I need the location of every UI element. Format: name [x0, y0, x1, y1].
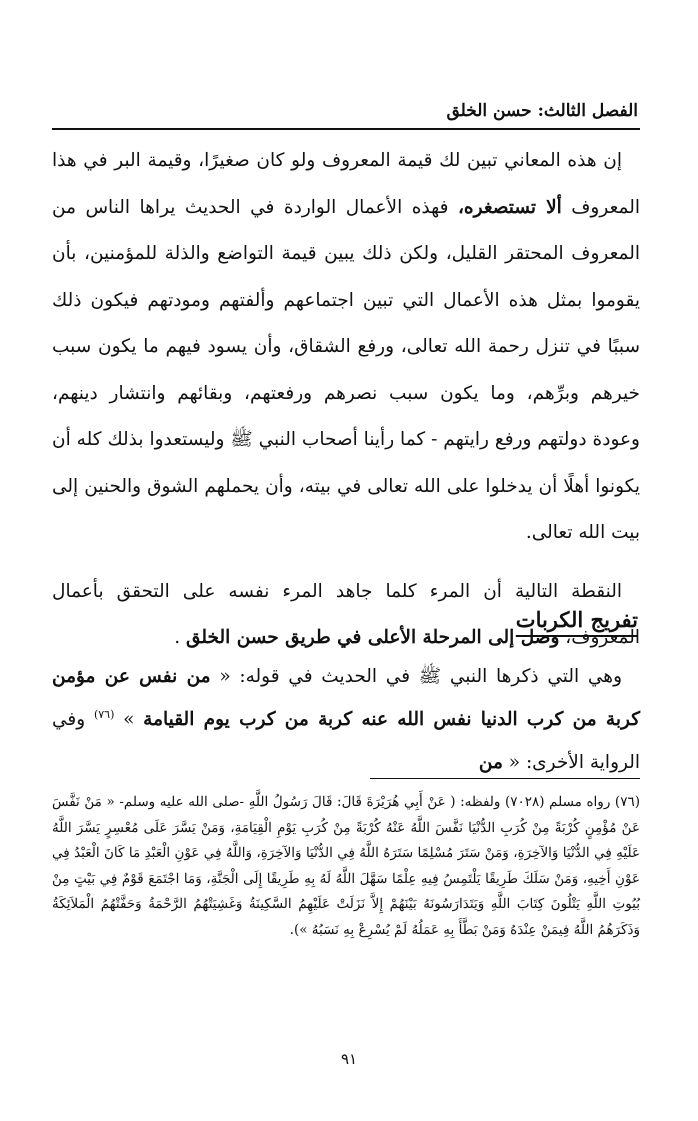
section-text-c: » — [123, 709, 144, 730]
paragraph-2-text-c: . — [174, 627, 186, 648]
footnote-reference[interactable]: (٧٦) — [93, 707, 115, 721]
footnote-text: (٧٦) رواه مسلم (٧٠٢٨) ولفظه: ( عَنْ أَبِي هُرَيْرَةَ قَالَ: قَالَ رَسُولُ اللَّهِ -صلى الله عليه وسلم- « مَنْ نَفَّسَ عَنْ مُؤْمِنٍ كُرْبَةً مِنْ كُرَبِ الدُّنْيَا نَفَّسَ اللَّهُ عَنْهُ كُرْبَةً مِنْ كُرَبِ يَوْمِ الْقِيَامَةِ، وَمَنْ يَسَّرَ عَلَى مُعْسِرٍ يَسَّرَ اللَّهُ عَلَيْهِ فِي الدُّنْيَا وَالآخِرَةِ، وَمَنْ سَتَرَ مُسْلِمًا سَتَرَهُ اللَّهُ فِي الدُّنْيَا وَالآخِرَةِ، وَاللَّهُ فِي عَوْنِ الْعَبْدِ مَا كَانَ الْعَبْدُ فِي عَوْنِ أَخِيهِ، وَمَنْ سَلَكَ طَرِيقًا يَلْتَمِسُ فِيهِ عِلْمًا سَهَّلَ اللَّهُ لَهُ بِهِ طَرِيقًا إِلَى الْجَنَّةِ، وَمَا اجْتَمَعَ قَوْمٌ فِي بَيْتٍ مِنْ بُيُوتِ اللَّهِ يَتْلُونَ كِتَابَ اللَّهِ وَيَتَدَارَسُونَهُ بَيْنَهُمْ إِلاَّ نَزَلَتْ عَلَيْهِمُ السَّكِينَةُ وَغَشِيَتْهُمُ الرَّحْمَةُ وَحَفَّتْهُمُ الْمَلاَئِكَةُ وَذَكَرَهُمُ اللَّهُ فِيمَنْ عِنْدَهُ وَمَنْ بَطَّأَ بِهِ عَمَلُهُ لَمْ يُسْرِعْ بِهِ نَسَبُهُ »). — [52, 794, 640, 938]
paragraph-2-text-a: النقطة التالية أن المرء كلما جاهد المرء نفسه على التحقق بأعمال المعروف، — [52, 580, 640, 648]
header-rule — [52, 128, 640, 130]
section-text-a: وهي التي ذكرها النبي ﷺ في الحديث في قوله: « — [210, 666, 622, 687]
paragraph-1-text-a: إن هذه المعاني تبين لك قيمة المعروف ولو كان صغيرًا، وقيمة البر في هذا المعروف — [52, 150, 640, 218]
footnote — [52, 790, 640, 943]
section-text-e: من — [478, 752, 503, 773]
paragraph-1-text-c: فهذه الأعمال الواردة في الحديث يراها الناس من المعروف المحتقر القليل، ولكن ذلك يبين قيمة التواضع والذلة للمؤمنين، بأن يقوموا بمثل هذه الأعمال التي تبين اجتماعهم وألفتهم ومودتهم فيكون ذلك سببًا في تنزل رحمة الله تعالى، ورفع الشقاق، وأن يسود فيهم ما يكون سبب خيرهم وبرِّهم، وما يكون سبب نصرهم ورفعتهم، وبقائهم وانتشار دينهم، وعودة دولتهم ورفع رايتهم - كما رأينا أصحاب النبي ﷺ وليستعدوا بذلك كله أن يكونوا أهلًا أن يدخلوا على الله تعالى في بيته، وأن يحملهم الشوق والحنين إلى بيت الله تعالى. — [52, 196, 640, 543]
running-header: الفصل الثالث: حسن الخلق — [446, 101, 638, 121]
main-text — [52, 138, 640, 662]
page-number: ٩١ — [340, 1050, 358, 1068]
section-text — [52, 655, 640, 784]
paragraph-2-bold: وصل إلى المرحلة الأعلى في طريق حسن الخلق — [185, 627, 560, 648]
paragraph-1-bold: ألا تستصغره، — [457, 196, 562, 218]
section-heading: تفريج الكربات — [515, 607, 638, 632]
hadith-quote: من نفس عن مؤمن كربة من كرب الدنيا نفس الله عنه كربة من كرب يوم القيامة — [52, 666, 641, 730]
section-paragraph — [52, 655, 640, 784]
footnote-rule — [370, 778, 640, 779]
section-text-d: وفي الرواية الأخرى: « — [52, 709, 640, 773]
paragraph-1 — [52, 138, 640, 557]
